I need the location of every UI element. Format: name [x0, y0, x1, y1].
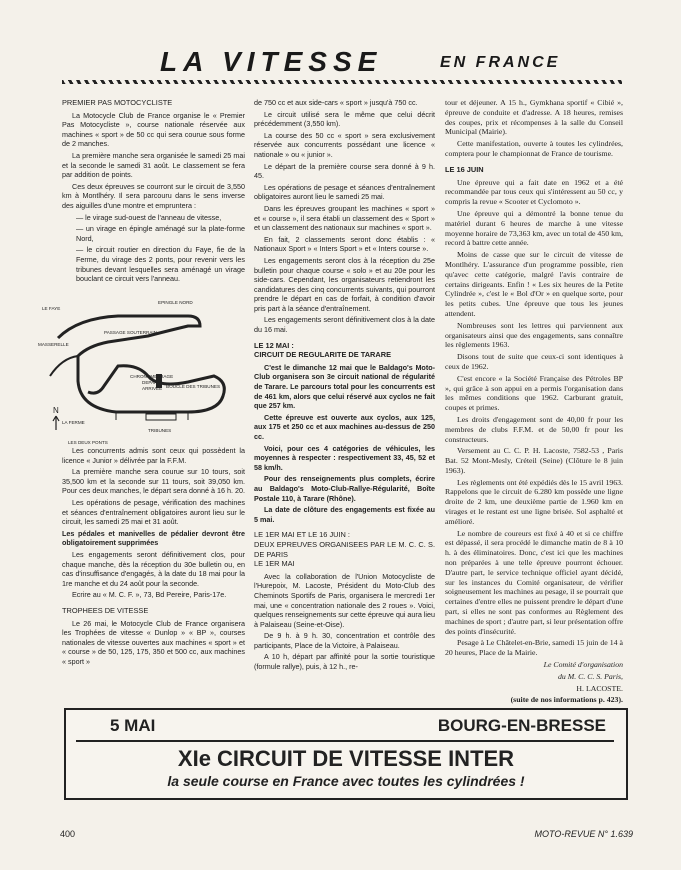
column-2 — [254, 98, 435, 674]
map-label-chrono: CHRONOMETRAGE — [130, 374, 174, 379]
signature-line: Le Comité d'organisation — [543, 660, 623, 670]
paragraph: Les règlements ont été expédiés dès le 15 avril 1963. Rappelons que le circuit de 6.280 km possède une ligne droite de 2 km, une deuxième partie de 1.960 km en virages et le restant est une ligne brisée. Sol asphalté et amélioré. — [445, 477, 623, 526]
paragraph: tour et déjeuner. A 15 h., Gymkhana sportif « Cibié », épreuve de conduite et d'adresse. A 18 heures, remises des coupes, prix et récompenses à la salle du Conseil Municipal (Mairie). — [445, 98, 623, 137]
paragraph: Les engagements seront clos à la réception du 25e bulletin pour chaque course « solo » et au 20e pour les side-cars. Cependant, les organisateurs retiendront les candidatures des cinq concurrents suivants, qui pourront prendre le départ en cas de forfait, à condition d'avoir pris part à la séance d'entraînement. — [254, 255, 435, 313]
map-label-north: N — [53, 406, 59, 415]
list-item: — un virage en épingle aménagé sur la plate-forme Nord, — [76, 224, 245, 243]
paragraph: La première manche sera courue sur 10 tours, soit 35,500 km et la seconde sur 11 tours, soit 39,050 km. Pour ces deux manches, le départ sera donné à 16 h. 20. — [62, 467, 246, 496]
map-label-tribunes: TRIBUNES — [148, 428, 172, 433]
column-1 — [62, 98, 245, 286]
paragraph-bold: Voici, pour ces 4 catégories de véhicules, les moyennes à respecter : respectivement 33, 45, 52 et 58 km/h. — [254, 443, 435, 472]
heading-16-juin: LE 16 JUIN — [445, 164, 484, 174]
map-label-passage: PASSAGE SOUTERRAIN — [104, 330, 158, 335]
map-label-la-ferme: LA FERME — [62, 420, 85, 425]
paragraph: Les engagements seront définitivement clos à la date du 16 mai. — [254, 315, 435, 335]
paragraph: De 9 h. à 9 h. 30, concentration et contrôle des participants, Place de la Victoire, à Palaiseau. — [254, 631, 435, 650]
paragraph: A 10 h, départ par affinité pour la sortie touristique (formule rallye), puis, à 12 h., re- — [254, 652, 435, 672]
signature-line: du M. C. C. S. Paris, — [558, 671, 623, 681]
paragraph: Les engagements seront définitivement clos, pour chaque manche, dès la réception du 30e bulletin ou, en cas d'insuffisance d'engagés, à la date du 18 mai pour la 1re manche et du 24 août pour la seconde. — [62, 549, 245, 588]
paragraph-bold: Cette épreuve est ouverte aux cyclos, aux 125, aux 175 et 250 cc et aux machines au-dessus de 250 cc. — [254, 412, 435, 441]
paragraph: Le circuit utilisé sera le même que celui décrit précédemment (3,550 km). — [254, 109, 435, 129]
paragraph-bold: Pour des renseignements plus complets, écrire au Baldago's Moto-Club-Rallye-Régularité, Boîte Postale 110, à Tarare (Rhône). — [254, 474, 435, 503]
list-item: — le virage sud-ouest de l'anneau de vitesse, — [76, 212, 222, 222]
paragraph: La Motocycle Club de France organise le « Premier Pas Motocycliste », course nationale réservée aux machines « sport » de 50 cc qui sera courue sous forme de 2 manches. — [62, 110, 245, 149]
ad-divider — [76, 740, 614, 742]
paragraph: Ces deux épreuves se courront sur le circuit de 3,550 km à Montlhéry. Il sera parcouru dans le sens inverse des aiguilles d'une montre et empruntera : — [62, 181, 245, 210]
paragraph: En fait, 2 classements seront donc établis : « Nationaux Sport » « Inters Sport » et « Inters course ». — [254, 234, 435, 254]
paragraph: La course des 50 cc « sport » sera exclusivement réservée aux concurrents possédant une licence « nationale » ou « junior ». — [254, 130, 435, 159]
page-number: 400 — [60, 829, 76, 839]
paragraph-bold: Les pédales et manivelles de pédalier devront être obligatoirement supprimées — [62, 528, 245, 548]
ad-tagline: la seule course en France avec toutes les cylindrées ! — [167, 773, 525, 789]
heading-trophees: TROPHEES DE VITESSE — [62, 605, 149, 615]
paragraph: C'est encore « la Société Française des Pétroles BP », qui grâce à son appui en a permis l'organisation dans les mêmes conditions que 1962. Carburant gratuit, coupes et primes. — [445, 373, 623, 413]
paragraph: Les opérations de pesage et séances d'entraînement obligatoires auront lieu le samedi 25 mai. — [254, 182, 435, 202]
paragraph: Moins de casse que sur le circuit de vitesse de Montlhéry. L'assurance d'un programme possible, rien qu'avec cette catégorie, malgré l'avis contraire de certains dirigeants. Enfin ! « Les six heures de la Petite Cylindrée », c'est le « Bol d'Or » en quelque sorte, pour les petits cubes. Une épreuve que tous les jeunes attendent. — [445, 250, 623, 318]
map-label-le-faye: LE FAYE — [42, 306, 61, 311]
circuit-map — [38, 296, 243, 446]
paragraph: Disons tout de suite que ceux-ci sont identiques à ceux de 1962. — [445, 352, 623, 371]
ad-city: BOURG-EN-BRESSE — [437, 716, 606, 735]
map-label-deux-ponts: LES DEUX PONTS — [68, 440, 108, 445]
paragraph: Dans les épreuves groupant les machines « sport » et « course », il sera établi un classement des « Sport » et un classement des nationaux sur machines « sport ». — [254, 203, 435, 233]
continued-note: (suite de nos informations p. 423). — [510, 695, 623, 705]
paragraph: Versement au C. C. P. H. Lacoste, 7582-53 , Paris Bat. 52 Mont-Mesly, Créteil (Seine) (Clôture le 8 juin 1963). — [445, 446, 623, 475]
magazine-issue: MOTO-REVUE N° 1.639 — [534, 829, 633, 839]
paragraph: Cette manifestation, ouverte à toutes les cylindrées, comptera pour le championnat de France de tourisme. — [445, 139, 623, 158]
signature-name: H. LACOSTE. — [576, 683, 623, 693]
article-subtitle: EN FRANCE — [440, 54, 561, 71]
paragraph: Ecrire au « M. C. F. », 73, Bd Pereire, Paris-17e. — [72, 590, 227, 600]
map-label-boucle: BOUCLE DES TRIBUNES — [166, 384, 221, 389]
paragraph: de 750 cc et aux side-cars « sport » jusqu'à 750 cc. — [254, 98, 418, 107]
map-label-masserelle: MASSERELLE — [38, 342, 69, 347]
article-header — [0, 40, 681, 80]
heading-premier-pas: PREMIER PAS MOTOCYCLISTE — [62, 98, 173, 107]
column-3 — [445, 98, 623, 707]
paragraph: La première manche sera organisée le samedi 25 mai et la seconde le samedi 31 août. Le classement se fera par addition de points. — [62, 150, 245, 180]
paragraph: Une épreuve qui a démontré la bonne tenue du matériel durant 6 heures de marche à une vitesse moyenne horaire de 73,363 km, avec un total de 450 km, record à battre cette année. — [445, 208, 623, 248]
column-1-continued — [62, 446, 245, 668]
paragraph: Pesage à Le Châtelet-en-Brie, samedi 15 juin de 14 à 20 heures, Place de la Mairie. — [445, 638, 623, 658]
paragraph-bold: La date de clôture des engagements est fixée au 5 mai. — [254, 505, 435, 524]
ad-headline: XIe CIRCUIT DE VITESSE INTER — [177, 746, 515, 771]
paragraph: Les opérations de pesage, vérification des machines et séances d'entraînement obligatoires auront lieu sur le circuit, les samedi 25 mai et 31 août. — [62, 497, 245, 527]
heading-1er-mai: LE 1ER MAI — [254, 559, 295, 569]
list-item: — le circuit routier en direction du Faye, fie de la Ferme, du virage des 2 ponts, pour revenir vers les tribunes devant lesquelles sera aménagé un virage bouclant ce circuit vers l'anneau. — [76, 245, 245, 284]
article-title: LA VITESSE — [160, 46, 383, 77]
map-label-depart: DEPART — [142, 380, 161, 385]
paragraph: Le nombre de coureurs est fixé à 40 et si ce chiffre est dépassé, il sera procédé le dimanche matin de 8 à 10 h. à des éliminatoires. Donc, c'est ici que les machines non préparées à une telle épreuve pourront échouer. D'autre part, le service technique officiel ayant décidé, sur les instances du Comité organisateur, de vérifier soigneusement les machines au pesage, il se pourrait que certaines d'entre elles ne puissent prendre le départ d'une part, si elles ne sont pas conformes au Règlement des machines de sport ; d'autre part, si leur présentation offre des points d'insécurité. — [445, 528, 623, 636]
paragraph: Les concurrents admis sont ceux qui possèdent la licence « Junior » délivrée par la F.F.M. — [62, 446, 245, 465]
paragraph: Le 26 mai, le Motocycle Club de France organisera les Trophées de vitesse « Dunlop » « BP », courses nationales de vitesse ouvertes aux machines « sport » et « course » de 50, 125, 175, 350 et 500 cc, aux machines « sport » — [62, 618, 245, 666]
map-label-arrivee: ARRIVEE — [142, 386, 163, 391]
paragraph: Le départ de la première course sera donné à 9 h. 45. — [254, 161, 435, 181]
heading-deux-epreuves: DEUX EPREUVES ORGANISEES PAR LE M. C. C. S. DE PARIS — [254, 539, 435, 559]
paragraph: Les droits d'engagement sont de 40,00 fr pour les membres de clubs F.F.M. et de 50,00 fr pour les constructeurs. — [445, 414, 623, 444]
header-rule — [62, 80, 622, 84]
paragraph: Une épreuve qui a fait date en 1962 et a été recommandée par tous ceux qui s'intéressent au 50 cc, y compris la revue « Scooter et Cyclomoto ». — [445, 177, 623, 207]
heading-1er-mai-16-juin: LE 1ER MAI ET LE 16 JUIN : — [254, 530, 350, 540]
paragraph: Avec la collaboration de l'Union Motocycliste de l'Hurepoix, M. Lacoste, Président du Moto-Club des Cheminots Sportifs de Paris, organisera le mercredi 1er mai, une « concentration nationale des 2 roues ». Voici, quelques renseignements sur cette épreuve qui aura lieu à Palaiseau (Seine-et-Oise). — [254, 571, 436, 629]
paragraph-bold: C'est le dimanche 12 mai que le Baldago's Moto-Club organisera son 3e circuit national de régularité de Tarare. Le parcours total pour les concurrents est de 461 km, alors que celui réservé aux cyclos ne fait que 257 km. — [254, 362, 435, 411]
map-label-epingle: EPINGLE NORD — [158, 300, 193, 305]
advertisement-box — [64, 708, 628, 800]
paragraph: Nombreuses sont les lettres qui parviennent aux organisateurs ainsi que des engagements, sans connaître les règlements 1963. — [445, 320, 623, 350]
heading-tarare: CIRCUIT DE REGULARITE DE TARARE — [254, 350, 392, 360]
heading-12-mai: LE 12 MAI : — [254, 340, 294, 350]
ad-date: 5 MAI — [110, 716, 156, 735]
